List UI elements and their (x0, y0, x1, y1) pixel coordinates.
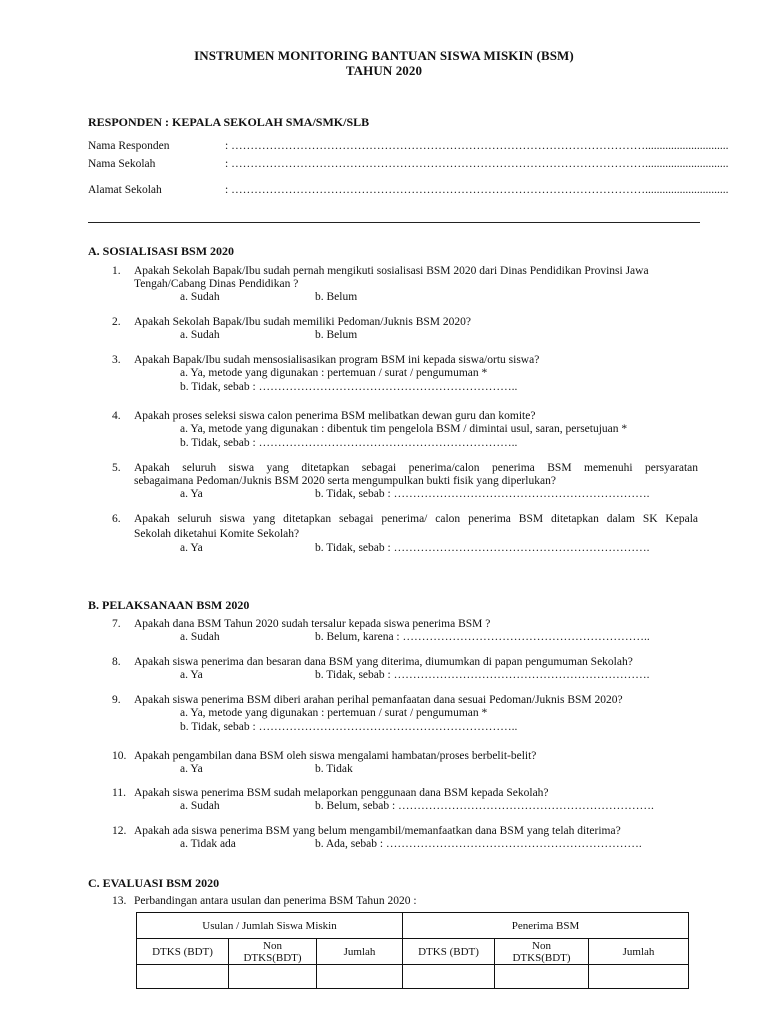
field-label-nama-responden: Nama Responden (88, 140, 170, 152)
q9-option-b[interactable]: b. Tidak, sebab : ………………………………………………………….. (180, 721, 518, 733)
q4-number: 4. (112, 410, 121, 422)
field-blank-nama-sekolah[interactable]: : ………………………………………………………………………………………………............................. (225, 158, 729, 170)
table-header-jumlah-usulan: Jumlah (317, 939, 403, 965)
horizontal-divider (88, 222, 700, 223)
comparison-table (136, 912, 689, 989)
q1-option-b[interactable]: b. Belum (315, 291, 358, 303)
q11-option-a[interactable]: a. Sudah (180, 800, 220, 812)
q5-text-line1: Apakah seluruh siswa yang ditetapkan sebagai penerima/calon penerima BSM memenuhi persyaratan (134, 462, 698, 474)
table-cell-dtks-penerima[interactable] (403, 965, 495, 989)
field-label-nama-sekolah: Nama Sekolah (88, 158, 156, 170)
section-a-heading: A. SOSIALISASI BSM 2020 (88, 244, 235, 258)
q6-number: 6. (112, 513, 121, 525)
q2-number: 2. (112, 316, 121, 328)
q2-text: Apakah Sekolah Bapak/Ibu sudah memiliki Pedoman/Juknis BSM 2020? (134, 316, 471, 328)
q12-option-a[interactable]: a. Tidak ada (180, 838, 236, 850)
q11-text: Apakah siswa penerima BSM sudah melaporkan penggunaan dana BSM kepada Sekolah? (134, 787, 549, 799)
table-group-penerima: Penerima BSM (403, 913, 689, 939)
q4-option-b[interactable]: b. Tidak, sebab : ………………………………………………………….. (180, 437, 518, 449)
q5-number: 5. (112, 462, 121, 474)
q1-text-line2: Tengah/Cabang Dinas Pendidikan ? (134, 278, 299, 290)
non-label: Non (263, 939, 282, 952)
q13-text: Perbandingan antara usulan dan penerima BSM Tahun 2020 : (134, 895, 417, 907)
table-cell-non-dtks-usulan[interactable] (229, 965, 317, 989)
q4-text: Apakah proses seleksi siswa calon penerima BSM melibatkan dewan guru dan komite? (134, 410, 536, 422)
q2-option-b[interactable]: b. Belum (315, 329, 358, 341)
q3-number: 3. (112, 354, 121, 366)
section-b-heading: B. PELAKSANAAN BSM 2020 (88, 598, 250, 612)
q5-text-line2: sebagaimana Pedoman/Juknis BSM 2020 serta mengumpulkan bukti fisik yang diperlukan? (134, 475, 556, 487)
document-title-line2: TAHUN 2020 (345, 63, 423, 78)
q11-number: 11. (112, 787, 126, 799)
q13-number: 13. (112, 895, 127, 907)
q5-option-a[interactable]: a. Ya (180, 488, 203, 500)
q10-option-a[interactable]: a. Ya (180, 763, 203, 775)
q12-number: 12. (112, 825, 127, 837)
q9-text: Apakah siswa penerima BSM diberi arahan perihal pemanfaatan dana sesuai Pedoman/Juknis BSM 2020? (134, 694, 623, 706)
q10-text: Apakah pengambilan dana BSM oleh siswa mengalami hambatan/proses berbelit-belit? (134, 750, 537, 762)
table-group-usulan: Usulan / Jumlah Siswa Miskin (137, 913, 403, 939)
q8-text: Apakah siswa penerima dan besaran dana BSM yang diterima, diumumkan di papan pengumuman Sekolah? (134, 656, 633, 668)
q6-text-line1: Apakah seluruh siswa yang ditetapkan sebagai penerima/ calon penerima BSM ditetapkan dalam SK Kepala (134, 513, 698, 525)
table-header-non-dtks-usulan (229, 939, 317, 965)
q3-option-b[interactable]: b. Tidak, sebab : ………………………………………………………….. (180, 381, 518, 393)
q9-option-a[interactable]: a. Ya, metode yang digunakan : pertemuan / surat / pengumuman * (180, 707, 488, 719)
q9-number: 9. (112, 694, 121, 706)
q6-option-a[interactable]: a. Ya (180, 542, 203, 554)
field-blank-alamat-sekolah[interactable]: : ………………………………………………………………………………………………............................. (225, 184, 729, 196)
table-cell-dtks-usulan[interactable] (137, 965, 229, 989)
table-header-non-dtks-penerima (495, 939, 589, 965)
table-row (137, 965, 689, 989)
table-cell-jumlah-usulan[interactable] (317, 965, 403, 989)
q12-option-b[interactable]: b. Ada, sebab : …………………………………………………………. (315, 838, 642, 850)
q2-option-a[interactable]: a. Sudah (180, 329, 220, 341)
q5-option-b[interactable]: b. Tidak, sebab : …………………………………………………………. (315, 488, 650, 500)
q8-number: 8. (112, 656, 121, 668)
q3-text: Apakah Bapak/Ibu sudah mensosialisasikan program BSM ini kepada siswa/ortu siswa? (134, 354, 540, 366)
section-c-heading: C. EVALUASI BSM 2020 (88, 876, 220, 890)
dtks-label: DTKS(BDT) (512, 951, 571, 964)
q12-text: Apakah ada siswa penerima BSM yang belum mengambil/memanfaatkan dana BSM yang telah diterima? (134, 825, 621, 837)
q10-option-b[interactable]: b. Tidak (315, 763, 353, 775)
q10-number: 10. (112, 750, 127, 762)
table-header-jumlah-penerima: Jumlah (589, 939, 689, 965)
field-blank-nama-responden[interactable]: : ………………………………………………………………………………………………............................. (225, 140, 729, 152)
dtks-label: DTKS(BDT) (243, 951, 302, 964)
document-title-line1: INSTRUMEN MONITORING BANTUAN SISWA MISKIN (BSM) (194, 48, 574, 63)
q1-option-a[interactable]: a. Sudah (180, 291, 220, 303)
q8-option-b[interactable]: b. Tidak, sebab : …………………………………………………………. (315, 669, 650, 681)
table-header-dtks-penerima: DTKS (BDT) (403, 939, 495, 965)
q11-option-b[interactable]: b. Belum, sebab : …………………………………………………………. (315, 800, 654, 812)
table-header-dtks-usulan: DTKS (BDT) (137, 939, 229, 965)
q8-option-a[interactable]: a. Ya (180, 669, 203, 681)
q4-option-a[interactable]: a. Ya, metode yang digunakan : dibentuk tim pengelola BSM / dimintai usul, saran, persetujuan * (180, 423, 628, 435)
q1-text-line1: Apakah Sekolah Bapak/Ibu sudah pernah mengikuti sosialisasi BSM 2020 dari Dinas Pendidikan Provinsi Jawa (134, 265, 649, 277)
field-label-alamat-sekolah: Alamat Sekolah (88, 184, 162, 196)
q6-text-line2: Sekolah diketahui Komite Sekolah? (134, 528, 300, 540)
q1-number: 1. (112, 265, 121, 277)
q7-option-b[interactable]: b. Belum, karena : ……………………………………………………….. (315, 631, 650, 643)
non-label: Non (532, 939, 551, 952)
q7-number: 7. (112, 618, 121, 630)
q7-option-a[interactable]: a. Sudah (180, 631, 220, 643)
table-group-header-row (137, 913, 689, 939)
table-cell-jumlah-penerima[interactable] (589, 965, 689, 989)
q7-text: Apakah dana BSM Tahun 2020 sudah tersalur kepada siswa penerima BSM ? (134, 618, 491, 630)
respondent-heading: RESPONDEN : KEPALA SEKOLAH SMA/SMK/SLB (88, 115, 370, 129)
table-column-header-row (137, 939, 689, 965)
q3-option-a[interactable]: a. Ya, metode yang digunakan : pertemuan / surat / pengumuman * (180, 367, 488, 379)
q6-option-b[interactable]: b. Tidak, sebab : …………………………………………………………. (315, 542, 650, 554)
table-cell-non-dtks-penerima[interactable] (495, 965, 589, 989)
